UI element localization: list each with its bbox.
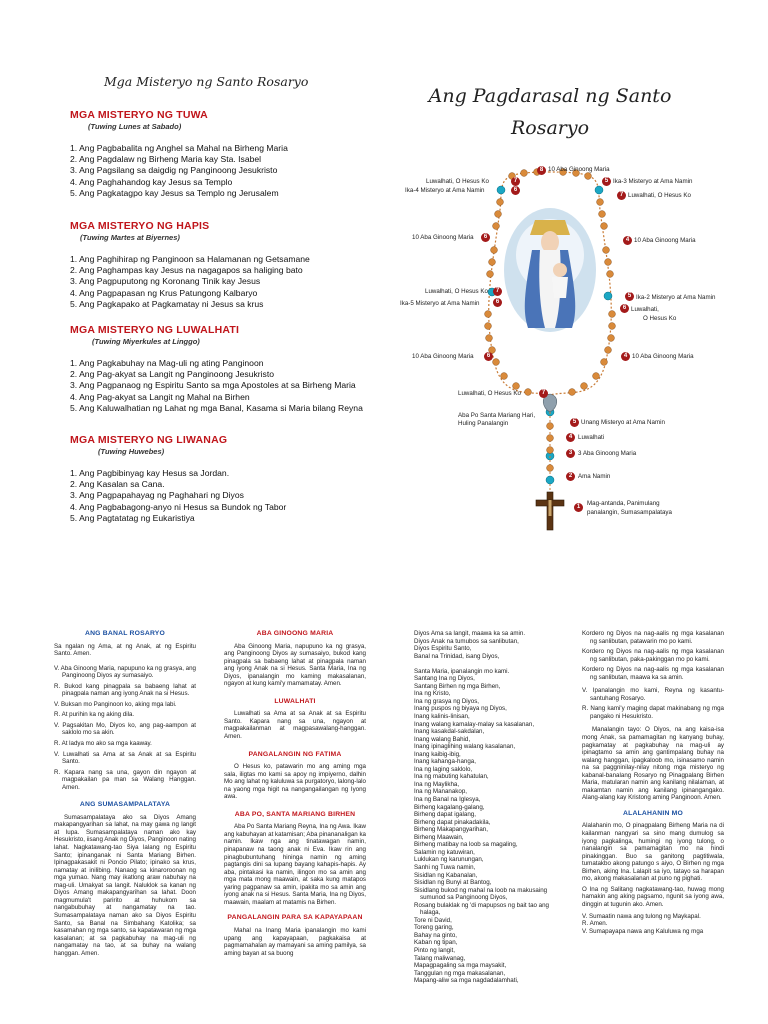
- response: R. Nang kami'y maging dapat makinabang ng mga pangako ni Hesukristo.: [582, 705, 724, 720]
- list-item: 1. Ang Pagkabuhay na Mag-uli ng ating Panginoon: [70, 358, 264, 368]
- response: R. Kapara nang sa una, gayon din ngayon at magpakailan pa man sa Walang Hanggan. Amen.: [54, 768, 196, 791]
- prayer-text: Luwalhati sa Ama at sa Anak at sa Espiritu Santo. Kapara nang sa una, ngayon at magpakailanman at magpasawalang-hanggan. Amen.: [224, 710, 366, 741]
- litany-line: Tanggulan ng mga makasalanan,: [414, 969, 506, 977]
- label-unang-misteryo: Unang Misteryo at Ama Namin: [581, 419, 665, 426]
- bead-number-badge: 7: [511, 177, 520, 186]
- litany-line: Inang walang kamalay-malay sa kasalanan,: [414, 720, 535, 728]
- section-heading: LUWALHATI: [274, 697, 316, 705]
- crucifix-icon: [536, 492, 564, 530]
- section-heading: ANG SUMASAMPALATAYA: [79, 801, 171, 809]
- mystery-list: [70, 143, 370, 199]
- bead-number-badge: 6: [511, 186, 520, 195]
- list-item: 4. Ang Paghahandog kay Jesus sa Templo: [70, 176, 233, 187]
- group-schedule: (Tuwing Miyerkules at Linggo): [92, 337, 200, 346]
- response: R. At purihin ka ng aking dila.: [54, 711, 135, 719]
- label-10-aba: 10 Aba Ginoong Maria: [632, 353, 694, 360]
- mystery-list: [70, 358, 380, 414]
- prayer-text: Sumasampalataya ako sa Diyos Amang makapangyarihan sa lahat, na may gawa ng langit at lupa. Sumasampalataya naman ako kay Hesukristo, iisang Anak ng Diyos, Panginoon nating lahat. Nagkatawang-tao Siya lalang ng Espiritu Santo; ipinanganak ni Santa Mariang Birhen. Ipinagpakasakit ni Poncio Pilato; ipinako sa krus, namatay at inilibing. Nanaog sa kinaroroonan ng mga yumao. Nang may ikatlong araw nabuhay na mag-uli. Umakyat sa langit. Naluklok sa kanan ng Diyos Amang makapangyarihan sa lahat. Doon magmumula't paririto at huhukom sa nangabubuhay at nangamatay na tao. Sumasampalataya naman ako sa Diyos Espiritu Santo, sa Banal na Simbahang Katolika; sa kasamahan ng mga santo, sa kapatawaran ng mga kasalanan; at sa pagkabuhay na mag-uli ng nangamatay na tao, at sa buhay na walang hanggan. Amen.: [54, 813, 196, 957]
- versicle: V. Aba Ginoong Maria, napupuno ka ng grasya, ang Panginoong Diyos ay sumasaiyo.: [54, 664, 196, 680]
- litany-line: Bahay na ginto,: [414, 931, 458, 939]
- litany-line: Ina ng Kristo,: [414, 690, 451, 698]
- bead-number-badge: 6: [484, 352, 493, 361]
- litany-line: Sisidlan ng Bunyi at Bantog,: [414, 879, 492, 887]
- bead-number-badge: 7: [493, 287, 502, 296]
- versicle: V. Buksan mo Panginoon ko, aking mga labi.: [54, 700, 177, 708]
- list-item: 3. Ang Pagpuputong ng Koronang Tinik kay Jesus: [70, 276, 261, 287]
- litany-line: Mapang-aliw sa mga nagdadalamhati,: [414, 977, 519, 985]
- litany-line: Inang kaibig-ibig,: [414, 750, 461, 758]
- mystery-group-hapis: [70, 220, 370, 310]
- litany-line: Santang Birhen ng mga Birhen,: [414, 682, 501, 690]
- list-item: 2. Ang Pagdalaw ng Birheng Maria kay Sta. Isabel: [70, 154, 262, 165]
- label-ika4: Ika-4 Misteryo at Ama Namin: [405, 187, 485, 194]
- list-item: 5. Ang Pagkatagpo kay Jesus sa Templo ng Jerusalem: [70, 187, 279, 198]
- mystery-list: [70, 468, 370, 524]
- litany-line: Banal na Trinidad, isang Diyos,: [414, 652, 500, 660]
- mary-image: [504, 208, 596, 332]
- prayer-column-2: [224, 630, 366, 960]
- mystery-group-tuwa: [70, 109, 370, 199]
- section-heading: ANG BANAL ROSARYO: [84, 630, 166, 637]
- prayer-text: Manalangin tayo: O Diyos, na ang kaisa-isa mong Anak, sa pamamagitan ng kanyang buhay, pagkamatay at pagkabuhay na mag-uli ay ipinagtamo sa amin ang gantimpalang buhay na walang hanggan, ipagkaloob mo, isinasamo namin na sa paggninilay-nilay nitong mga misteryo ng kabanal-banalang Rosaryo ng Pinagpalang Birhen Maria, matularan namin ang kanilang nilalaman, at makamtan namin ang kanilang ipinangangako. Alang-alang kay Kristong aming Panginoon. Amen.: [582, 726, 724, 802]
- litany-line: Rosang bulaklak ng 'di mapupsos ng bait tao ang halaga,: [414, 901, 549, 917]
- label-ika3: Ika-3 Misteryo at Ama Namin: [613, 178, 693, 185]
- litany-line: Luklukan ng karunungan,: [414, 856, 484, 864]
- mystery-group-liwanag: [70, 434, 370, 524]
- bead-number-badge: 7: [539, 389, 548, 398]
- bead-number-badge: 1: [574, 503, 583, 512]
- versicle: V. Sumapayapa nawa ang Kaluluwa ng mga: [582, 927, 704, 935]
- litany-line: [414, 660, 564, 668]
- prayer-column-4: [582, 630, 724, 938]
- list-item: 1. Ang Paghihirap ng Panginoon sa Halamanan ng Getsamane: [70, 254, 310, 264]
- list-item: 4. Ang Pagbabagong-anyo ni Hesus sa Bundok ng Tabor: [70, 501, 287, 512]
- bead-number-badge: 4: [623, 236, 632, 245]
- litany-line: Ina ng Banal na Iglesya,: [414, 796, 481, 804]
- section-heading: PANGALANGIN NG FATIMA: [248, 750, 342, 758]
- litany-line: Diyos Anak na tumubos sa sanlibutan,: [414, 637, 519, 645]
- list-item: 5. Ang Pagtatatag ng Eukaristiya: [70, 512, 195, 523]
- litany-line: Ina ng Mananakop,: [414, 788, 467, 796]
- bead-number-badge: 4: [566, 433, 575, 442]
- prayer-text: Kordero ng Diyos na nag-aalis ng mga kasalanan ng sanlibutan, patawarin mo po kami.: [582, 630, 724, 645]
- list-item: 3. Ang Pagpanaog ng Espiritu Santo sa mga Apostoles at sa Birheng Maria: [70, 380, 356, 391]
- bead-number-badge: 4: [621, 352, 630, 361]
- group-heading: MGA MISTERYO NG LUWALHATI: [70, 324, 240, 336]
- litany-line: Santang Ina ng Diyos,: [414, 675, 475, 683]
- list-item: 3. Ang Pagsilang sa daigdig ng Panginoong Jesukristo: [70, 165, 278, 176]
- mystery-list: [70, 254, 370, 310]
- litany-line: Diyos Ama sa langit, maawa ka sa amin.: [414, 630, 526, 637]
- litany-line: Inang ipinaglihing walang kasalanan,: [414, 743, 516, 751]
- bead-number-badge: 6: [481, 233, 490, 242]
- group-schedule: (Tuwing Huwebes): [98, 447, 165, 456]
- litany-line: Inang puspos ng biyaya ng Diyos,: [414, 705, 507, 713]
- litany-line: Sisidlang bukod ng mahal na loob na makusaing sumunod sa Panginoong Diyos,: [414, 886, 548, 902]
- prayer-text: Kordero ng Diyos na nag-aalis ng mga kasalanan ng sanlibutan, paka-pakinggan mo po kami.: [582, 648, 724, 663]
- label-luwalhati: Luwalhati, O Hesus Ko: [458, 390, 521, 397]
- prayer-text: O Hesus ko, patawarin mo ang aming mga sala, iligtas mo kami sa apoy ng impiyerno, dalhin Mo ang lahat ng kaluluwa sa purgatoryo, lalong-lalo na yaong mga higit na nangangailangan ng Iyong awa.: [224, 763, 366, 801]
- tail-beads: [546, 412, 554, 490]
- litany-line: Ina ng Maylikha,: [414, 780, 460, 788]
- group-heading: MGA MISTERYO NG LIWANAG: [70, 434, 228, 446]
- litany-line: Birheng Makapangyarihan,: [414, 826, 488, 834]
- label-luwalhati: Luwalhati, O Hesus Ko: [628, 192, 691, 199]
- label-luwalhati: Luwalhati, O Hesus Ko: [426, 178, 489, 185]
- litany-line: Ina ng laging saklolo,: [414, 765, 473, 773]
- bead-number-badge: 2: [566, 472, 575, 481]
- section-heading: ABA GINOONG MARIA: [256, 630, 334, 637]
- label-10-aba: 10 Aba Ginoong Maria: [412, 234, 474, 241]
- prayer-text: Aba Ginoong Maria, napupuno ka ng grasya, ang Panginoong Diyos ay sumasaiyo, bukod kang pinagpala sa babaeng lahat at pinagpala naman ang iyong Anak na si Hesus. Santa Maria, Ina ng Diyos, ipanalangin mo kaming makasalanan, ngayon at kung kami'y mamamatay. Amen.: [224, 642, 366, 688]
- label-luwalhati: Luwalhati: [578, 434, 605, 441]
- prayer-text: Sa ngalan ng Ama, at ng Anak, at ng Espiritu Santo. Amen.: [54, 642, 196, 658]
- group-schedule: (Tuwing Martes at Biyernes): [80, 233, 180, 242]
- response: R. Bukod kang pinagpala sa babaeng lahat at pinagpala naman ang iyong Anak na si Hesus.: [54, 682, 196, 698]
- prayer-text: Kordero ng Diyos na nag-aalis ng mga kasalanan ng sanlibutan, maawa ka sa amin.: [582, 666, 724, 681]
- versicle: V. Luwalhati sa Ama at sa Anak at sa Espiritu Santo.: [54, 750, 196, 766]
- litany-line: Birheng matibay na loob sa magaling,: [414, 841, 518, 849]
- litany-lines: [414, 630, 564, 985]
- label-huling-panalangin: Huling Panalangin: [458, 420, 509, 427]
- bead-number-badge: 6: [620, 304, 629, 313]
- litany-line: Ina ng mabuting kahatulan,: [414, 773, 489, 781]
- versicle: V. Pagsakitan Mo, Diyos ko, ang pag-aampon at saklolo mo sa akin.: [54, 721, 196, 737]
- label-mag-antanda: Mag-antanda, Panimulang: [587, 500, 660, 507]
- litany-line: Inang kasakdal-sakdalan,: [414, 728, 485, 736]
- prayer-text: Aba Po Santa Mariang Reyna, Ina ng Awa. Ikaw ang kabuhayan at katamisan; Aba pinananaligan ka namin. Ikaw nga ang tinatawagan namin, pinapanaw na taong anak ni Eva. Ikaw rin ang pinagbubuntuhang hininga namin ng aming pagtangis dini sa lupang bayang kahapis-hapis. Ay aba, pintakasi ka namin, ilingon mo sa amin ang mga mata mong maawain, at saka kung matapos yaring pagpanaw sa amin, ipakita mo sa amin ang iyong anak na si Hesus. Santa Maria, Ina ng Diyos, maawain, maalam at matamis na Birhen.: [224, 823, 366, 906]
- litany-line: Salamin ng katuwiran,: [414, 848, 475, 856]
- litany-line: Sanhi ng Tuwa namin,: [414, 863, 476, 871]
- label-luwalhati: Luwalhati,: [631, 306, 659, 313]
- litany-line: Inang kalinis-linisan,: [414, 713, 470, 721]
- litany-line: Birheng dapat igalang,: [414, 811, 476, 819]
- litany-line: Inang kahanga-hanga,: [414, 758, 476, 766]
- left-panel-title: Mga Misteryo ng Santo Rosaryo: [104, 74, 309, 89]
- list-item: 3. Ang Pagpapahayag ng Paghahari ng Diyos: [70, 490, 244, 501]
- prayer-text: O Ina ng Salitang nagkatawang-tao, huwag mong hamakin ang aking pagsamo, ngunit sa iyong awa, dinggin at tugunin ako. Amen.: [582, 885, 724, 908]
- bead-number-badge: 8: [537, 166, 546, 175]
- list-item: 5. Ang Pagkapako at Pagkamatay ni Jesus sa krus: [70, 298, 264, 309]
- label-ama-namin: Ama Namin: [578, 473, 611, 480]
- bead-number-badge: 6: [493, 298, 502, 307]
- versicle: V. Sumaatin nawa ang tulong ng Maykapal.: [582, 912, 701, 920]
- label-3-aba: 3 Aba Ginoong Maria: [578, 450, 637, 457]
- section-heading: ALALAHANIN MO: [623, 809, 683, 817]
- litany-line: Kaban ng tipan,: [414, 939, 458, 947]
- litany-line: Pinto ng langit,: [414, 946, 455, 954]
- prayer-column-1: [54, 630, 196, 960]
- litany-line: Birheng kagalang-galang,: [414, 803, 485, 811]
- litany-line: Inang walang Bahid,: [414, 735, 471, 743]
- prayer-column-3: [414, 630, 564, 985]
- litany-line: Toreng garing,: [414, 924, 454, 932]
- bead-number-badge: 3: [566, 449, 575, 458]
- litany-line: Mapagpagaling sa mga maysakit,: [414, 962, 507, 970]
- response: R. Amen.: [582, 920, 608, 928]
- litany-line: Birheng Maawain,: [414, 833, 464, 841]
- label-aba-po: Aba Po Santa Mariang Hari,: [458, 412, 536, 419]
- section-heading: PANGALANGIN PARA SA KAPAYAPAAN: [227, 914, 363, 922]
- label-ika2: Ika-2 Misteryo at Ama Namin: [636, 294, 716, 301]
- litany-line: Ina ng grasya ng Diyos,: [414, 697, 480, 705]
- response: R. At ladya mo ako sa mga kaaway.: [54, 740, 152, 748]
- group-heading: MGA MISTERYO NG TUWA: [70, 109, 208, 121]
- bead-number-badge: 5: [625, 292, 634, 301]
- label-luwalhati: Luwalhati, O Hesus Ko: [425, 288, 488, 295]
- group-schedule: (Tuwing Lunes at Sabado): [88, 122, 182, 131]
- litany-line: Talang maliwanag,: [414, 954, 466, 962]
- list-item: 4. Ang Pag-akyat sa Langit ng Mahal na Birhen: [70, 391, 250, 402]
- list-item: 1. Ang Pagbibinyag kay Hesus sa Jordan.: [70, 468, 230, 478]
- list-item: 2. Ang Paghampas kay Jesus na nagagapos sa haliging bato: [70, 265, 303, 276]
- litany-line: Diyos Espiritu Santo,: [414, 645, 472, 653]
- section-heading: ABA PO, SANTA MARIANG BIRHEN: [234, 810, 356, 818]
- prayer-text: Mahal na Inang Maria ipanalangin mo kami upang ang kapayapaan, pagkakaisa at pagmamahalan ay mamayani sa aming pamilya, sa aming bayan at sa buong: [224, 926, 366, 957]
- versicle: V. Ipanalangin mo kami, Reyna ng kasantu-santuhang Rosaryo.: [582, 687, 724, 702]
- title-line-2: Rosaryo: [510, 117, 590, 139]
- rosary-diagram: [400, 150, 700, 540]
- list-item: 2. Ang Kasalan sa Cana.: [70, 479, 165, 490]
- label-10-aba: 10 Aba Ginoong Maria: [548, 166, 610, 173]
- litany-line: Sisidlan ng Kabanalan,: [414, 871, 478, 879]
- label-10-aba: 10 Aba Ginoong Maria: [412, 353, 474, 360]
- label-o-hesus-ko: O Hesus Ko: [643, 315, 677, 322]
- list-item: 4. Ang Pagpapasan ng Krus Patungong Kalbaryo: [70, 287, 258, 298]
- litany-line: Tore ni David,: [414, 916, 452, 924]
- bead-number-badge: 5: [570, 418, 579, 427]
- litany-line: Santa Maria, ipanalangin mo kami.: [414, 667, 510, 675]
- list-item: 1. Ang Pagbabalita ng Anghel sa Mahal na Birheng Maria: [70, 143, 288, 153]
- prayer-text: Alalahanin mo, O pinagpalang Birheng Maria na di kailanman nangyari sa sino mang dumulog sa iyong pagkalinga, humingi ng iyong tulong, o nanalangin sa pamamagitan mo na hindi pinakinggan. Buo sa ganitong pagtitiwala, tumatakbo akong patungo s aiyo, O Birhen ng mga Birhen, aking Ina. Lalapit sa iyo, tatayo sa harapan mo, akong makasalanan at puno ng pighati.: [582, 822, 724, 883]
- right-panel-title: [400, 80, 700, 144]
- bead-number-badge: 7: [617, 191, 626, 200]
- list-item: 2. Ang Pag-akyat sa Langit ng Panginoong Jesukristo: [70, 369, 275, 380]
- bead-number-badge: 5: [602, 177, 611, 186]
- mystery-group-luwalhati: [70, 324, 380, 414]
- label-ika5: Ika-5 Misteryo at Ama Namin: [400, 300, 480, 307]
- label-10-aba: 10 Aba Ginoong Maria: [634, 237, 696, 244]
- label-panimulang: panalangin, Sumasampalataya: [587, 509, 672, 516]
- list-item: 5. Ang Kaluwalhatian ng Lahat ng mga Banal, Kasama si Maria bilang Reyna: [70, 402, 363, 413]
- group-heading: MGA MISTERYO NG HAPIS: [70, 220, 210, 232]
- title-line-1: Ang Pagdarasal ng Santo: [428, 85, 672, 107]
- litany-line: Birheng dapat pinakadakila,: [414, 818, 491, 826]
